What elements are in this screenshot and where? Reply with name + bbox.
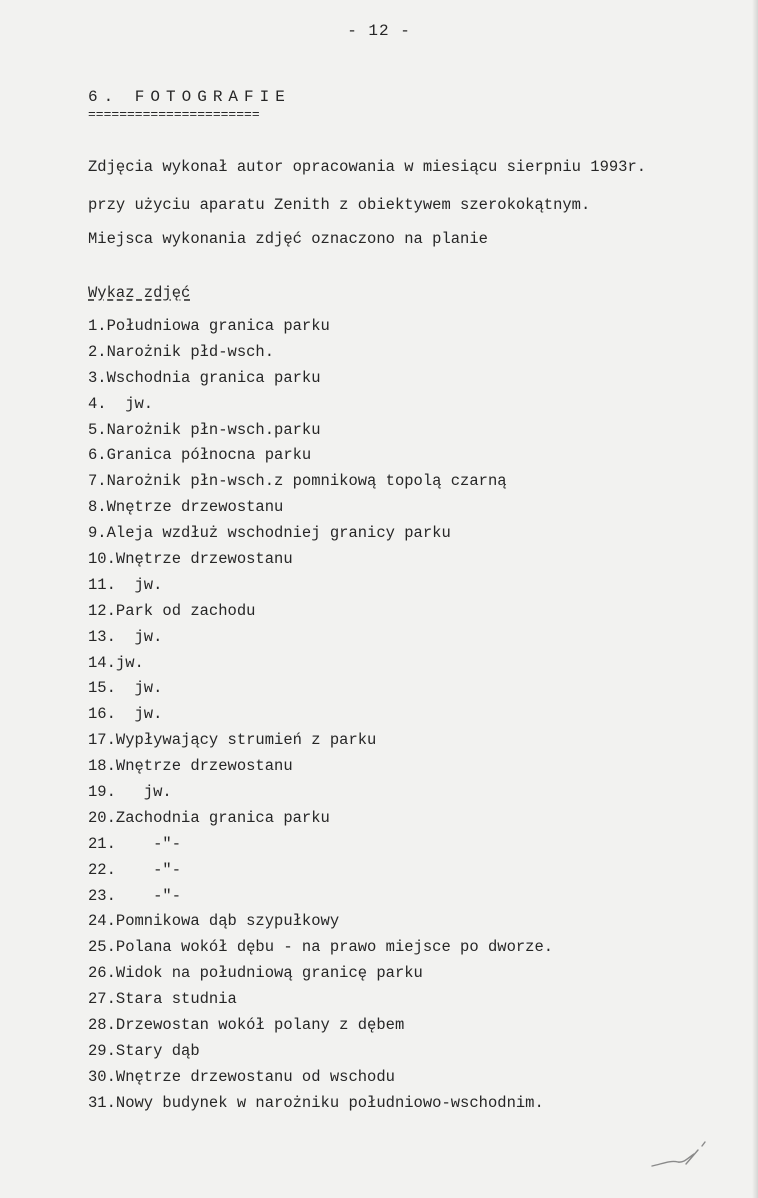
- list-item: 11. jw.: [88, 575, 163, 594]
- list-item: 25.Polana wokół dębu - na prawo miejsce po dworze.: [88, 938, 554, 957]
- list-item: 13. jw.: [88, 627, 163, 646]
- list-item: 19. jw.: [88, 783, 172, 802]
- list-item: 12.Park od zachodu: [88, 601, 256, 620]
- list-item: 17.Wypływający strumień z parku: [88, 731, 377, 750]
- list-item: 1.Południowa granica parku: [88, 317, 330, 335]
- list-item: 8.Wnętrze drzewostanu: [88, 498, 284, 517]
- list-item: 7.Narożnik płn-wsch.z pomnikową topolą czarną: [88, 472, 507, 491]
- list-item: 4. jw.: [88, 394, 154, 413]
- section-heading-rule: ======================: [88, 107, 260, 122]
- list-item: 28.Drzewostan wokół polany z dębem: [88, 1016, 405, 1035]
- list-item: 29.Stary dąb: [88, 1041, 200, 1060]
- list-item: 23. -"-: [88, 886, 182, 905]
- list-item: 15. jw.: [88, 679, 163, 698]
- list-item: 10.Wnętrze drzewostanu: [88, 550, 293, 569]
- list-item: 22. -"-: [88, 860, 182, 879]
- list-item: 14.jw.: [88, 653, 144, 672]
- photo-list: [88, 316, 553, 1119]
- list-item: 9.Aleja wzdłuż wschodniej granicy parku: [88, 524, 451, 543]
- list-item: 24.Pomnikowa dąb szypułkowy: [88, 912, 340, 931]
- list-item: 20.Zachodnia granica parku: [88, 808, 330, 827]
- section-heading: 6. FOTOGRAFIE: [88, 88, 291, 106]
- list-item: 16. jw.: [88, 705, 163, 724]
- intro-line-1: Zdjęcia wykonał autor opracowania w miesiącu sierpniu 1993r.: [88, 158, 647, 176]
- page-number: - 12 -: [347, 22, 411, 40]
- list-item: 30.Wnętrze drzewostanu od wschodu: [88, 1067, 395, 1086]
- photo-list-title: Wykaz zdjęć: [88, 284, 191, 302]
- list-item: 5.Narożnik płn-wsch.parku: [88, 420, 321, 439]
- list-item: 21. -"-: [88, 834, 182, 853]
- list-item: 18.Wnętrze drzewostanu: [88, 757, 293, 776]
- pen-mark: [648, 1140, 708, 1174]
- intro-line-2: przy użyciu aparatu Zenith z obiektywem szerokokątnym.: [88, 196, 591, 214]
- list-item: 2.Narożnik płd-wsch.: [88, 342, 275, 361]
- intro-line-3: Miejsca wykonania zdjęć oznaczono na planie: [88, 230, 488, 248]
- list-item: 6.Granica północna parku: [88, 446, 312, 465]
- list-item: 26.Widok na południową granicę parku: [88, 964, 423, 983]
- list-item: 3.Wschodnia granica parku: [88, 368, 321, 387]
- list-item: 31.Nowy budynek w narożniku południowo-wschodnim.: [88, 1093, 544, 1112]
- page-edge-shadow: [752, 0, 758, 1198]
- list-item: 27.Stara studnia: [88, 990, 237, 1009]
